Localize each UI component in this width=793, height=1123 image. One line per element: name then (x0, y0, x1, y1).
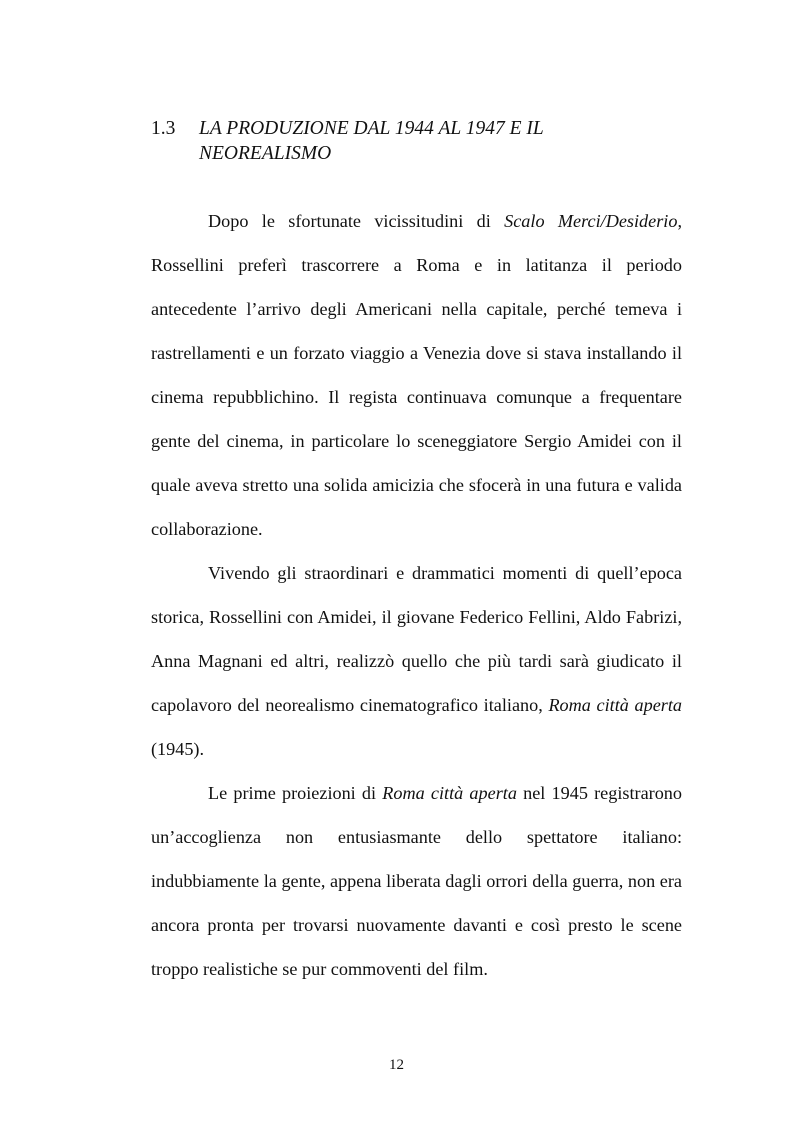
text-segment: Le prime proiezioni di (208, 783, 383, 803)
film-title: Scalo Merci/Desiderio (504, 211, 678, 231)
film-title: Roma città aperta (382, 783, 517, 803)
section-title: LA PRODUZIONE DAL 1944 AL 1947 E IL NEOREALISMO (199, 118, 544, 164)
text-segment: nel 1945 registrarono un’accoglienza non entusiasmante dello spettatore italiano: indubbiamente la gente, appena liberata dagli orrori della guerra, non era ancora pronta per trovarsi nuovamente davanti e così presto le scene troppo realistiche se pur commoventi del film. (151, 783, 682, 979)
text-segment: (1945). (151, 739, 205, 759)
text-segment: , Rossellini preferì trascorrere a Roma e in latitanza il periodo antecedente l’arrivo degli Americani nella capitale, perché temeva i rastrellamenti e un forzato viaggio a Venezia dove si stava installando il cinema repubblichino. Il regista continuava comunque a frequentare gente del cinema, in particolare lo sceneggiatore Sergio Amidei con il quale aveva stretto una solida amicizia che sfocerà in una futura e valida collaborazione. (151, 211, 682, 539)
section-number: 1.3 (151, 118, 176, 139)
paragraph (151, 771, 682, 991)
paragraph (151, 199, 682, 551)
section-heading (151, 116, 671, 166)
text-segment: Vivendo gli straordinari e drammatici momenti di quell’epoca storica, Rossellini con Amidei, il giovane Federico Fellini, Aldo Fabrizi, Anna Magnani ed altri, realizzò quello che più tardi sarà giudicato il capolavoro del neorealismo cinematografico italiano, (151, 563, 682, 715)
paragraph (151, 551, 682, 771)
page-number: 12 (389, 1057, 404, 1073)
body-text (151, 199, 682, 991)
film-title: Roma città aperta (548, 695, 682, 715)
text-segment: Dopo le sfortunate vicissitudini di (208, 211, 505, 231)
